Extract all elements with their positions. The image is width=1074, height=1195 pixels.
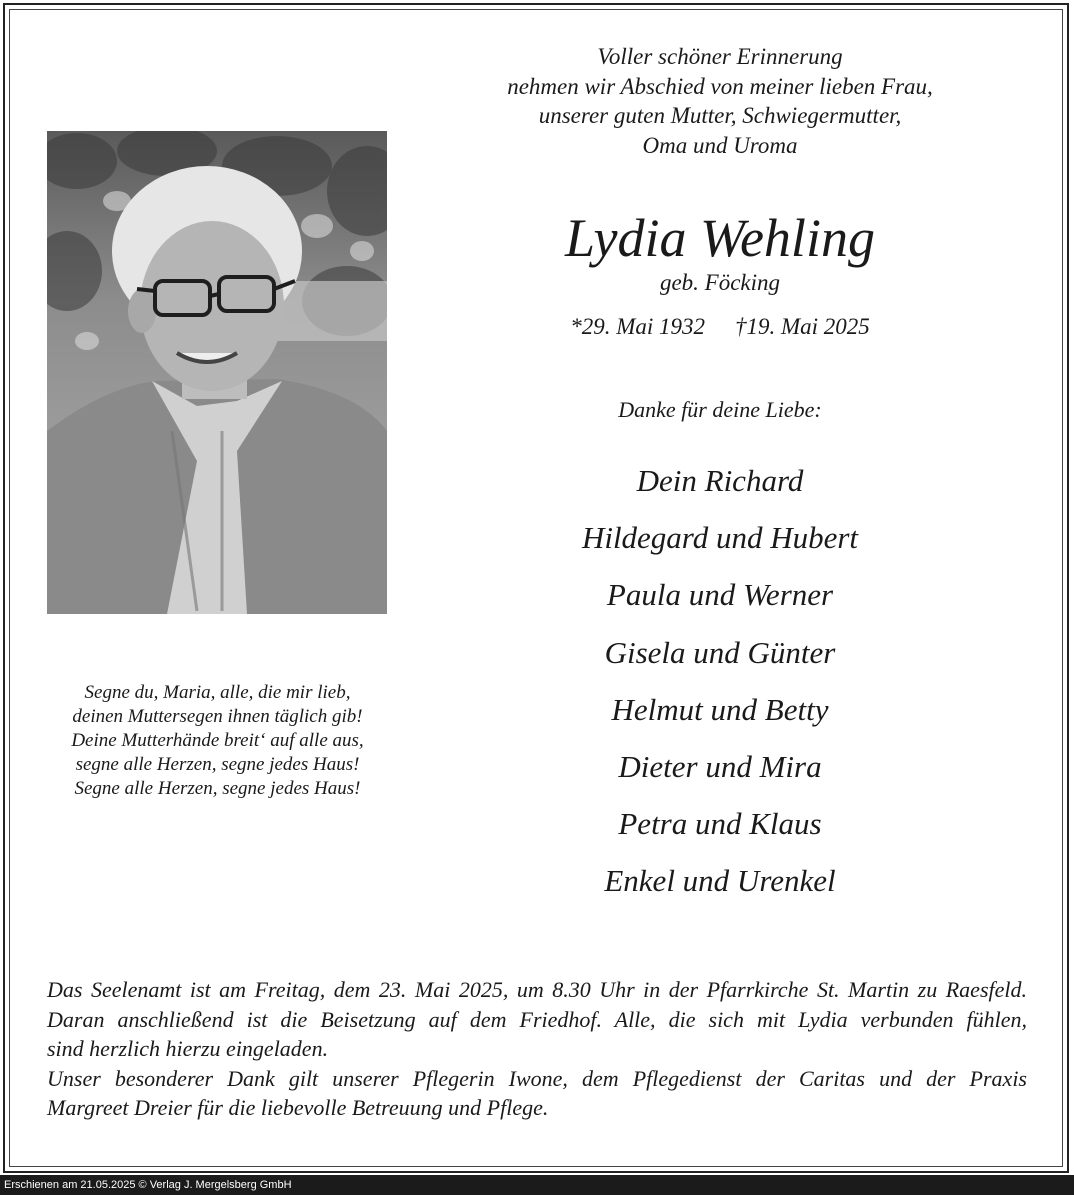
family-member: Helmut und Betty	[611, 691, 829, 727]
family-member: Gisela und Günter	[604, 634, 836, 670]
poem-line: segne alle Herzen, segne jedes Haus!	[75, 754, 360, 775]
family-member: Enkel und Urenkel	[604, 863, 836, 899]
poem-line: Deine Mutterhände breit‘ auf alle aus,	[71, 730, 364, 751]
notice-line: Daran anschließend ist die Beisetzung auf dem Friedhof. Alle, die sich mit Lydia verbunden fühlen,	[47, 1006, 1027, 1032]
family-member: Hildegard und Hubert	[581, 520, 859, 556]
prayer-poem	[30, 681, 405, 801]
intro-line: Voller schöner Erinnerung	[597, 44, 843, 69]
poem-line: Segne alle Herzen, segne jedes Haus!	[74, 778, 361, 799]
family-member: Dieter und Mira	[618, 748, 822, 784]
intro-line: nehmen wir Abschied von meiner lieben Frau,	[507, 73, 933, 99]
portrait-illustration	[47, 131, 387, 614]
life-dates	[470, 312, 970, 342]
notice-line: sind herzlich hierzu eingeladen.	[47, 1036, 329, 1061]
publication-footer	[0, 1175, 1074, 1195]
intro-line: Oma und Uroma	[642, 132, 798, 158]
notice-line: Das Seelenamt ist am Freitag, dem 23. Mai 2025, um 8.30 Uhr in der Pfarrkirche St. Martin zu Raesfeld.	[47, 977, 1027, 1002]
portrait-photo	[47, 131, 387, 614]
deceased-name: Lydia Wehling	[565, 208, 875, 268]
service-notice	[47, 975, 1027, 1123]
poem-line: Segne du, Maria, alle, die mir lieb,	[84, 682, 351, 703]
birth-date: *29. Mai 1932	[570, 314, 705, 339]
poem-line: deinen Muttersegen ihnen täglich gib!	[72, 706, 363, 727]
maiden-name: geb. Föcking	[659, 270, 781, 295]
family-member: Petra und Klaus	[618, 806, 822, 842]
family-member: Paula und Werner	[606, 577, 834, 613]
notice-line: Margreet Dreier für die liebevolle Betreuung und Pflege.	[47, 1095, 549, 1120]
footer-text: Erschienen am 21.05.2025 © Verlag J. Mergelsberg GmbH	[4, 1179, 292, 1191]
intro-line: unserer guten Mutter, Schwiegermutter,	[538, 103, 902, 128]
notice-line: Unser besonderer Dank gilt unserer Pflegerin Iwone, dem Pflegedienst der Caritas und der Praxis	[47, 1065, 1027, 1091]
thanks-line: Danke für deine Liebe:	[618, 397, 822, 422]
intro-text	[470, 42, 970, 160]
family-list	[470, 457, 970, 915]
family-member: Dein Richard	[636, 463, 804, 498]
death-date: †19. Mai 2025	[735, 314, 870, 339]
